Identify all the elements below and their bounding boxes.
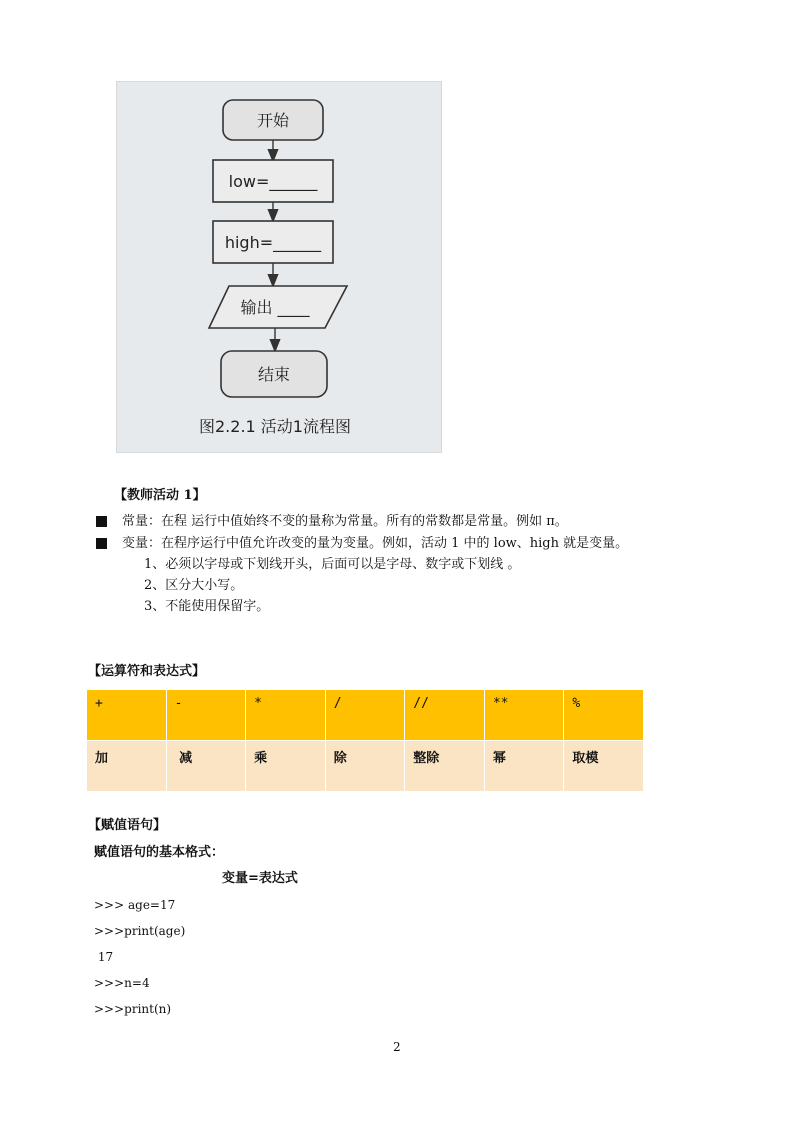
rule-2: 2、区分大小写。: [144, 578, 244, 593]
code-line: >>>print(n): [94, 1002, 172, 1016]
bullet-square: [96, 538, 107, 549]
operator-symbol: -: [166, 690, 246, 741]
operator-name: 减: [166, 741, 246, 792]
rule-1: 1、必须以字母或下划线开头，后面可以是字母、数字或下划线 。: [144, 557, 521, 572]
operator-symbol: /: [325, 690, 405, 741]
flow-high-label: high=______: [224, 233, 322, 252]
operator-symbol: **: [484, 690, 564, 741]
variable-definition: 变量：在程序运行中值允许改变的量为变量。例如，活动 1 中的 low、high 就是变量。: [122, 536, 629, 551]
flow-low-label: low=______: [228, 172, 318, 191]
operators-name-row: [87, 741, 644, 792]
flowchart-image: [116, 81, 442, 453]
code-line: >>>print(age): [94, 924, 186, 938]
operator-name: 取模: [564, 741, 644, 792]
flow-end-label: 结束: [257, 365, 291, 384]
code-line: >>> age=17: [94, 898, 176, 912]
operators-table: [86, 689, 644, 792]
operator-symbol: //: [405, 690, 485, 741]
operator-symbol: %: [564, 690, 644, 741]
rule-3: 3、不能使用保留字。: [144, 599, 270, 614]
operator-name: 整除: [405, 741, 485, 792]
assignment-format: 变量=表达式: [222, 871, 298, 886]
assignment-heading: 【赋值语句】: [88, 818, 167, 833]
flowchart-diagram: [117, 82, 441, 452]
operator-name: 乘: [246, 741, 326, 792]
operator-symbol: *: [246, 690, 326, 741]
assignment-format-label: 赋值语句的基本格式：: [94, 845, 225, 860]
code-line: 17: [94, 950, 114, 964]
constant-definition: 常量：在程 运行中值始终不变的量称为常量。所有的常数都是常量。例如 π。: [122, 514, 568, 529]
operator-symbol: +: [87, 690, 167, 741]
operator-name: 加: [87, 741, 167, 792]
operator-name: 幂: [484, 741, 564, 792]
operators-symbol-row: [87, 690, 644, 741]
flowchart-caption: 图2.2.1 活动1流程图: [199, 417, 351, 436]
code-line: >>>n=4: [94, 976, 150, 990]
operator-name: 除: [325, 741, 405, 792]
flow-output-label: 输出 ____: [240, 298, 310, 317]
bullet-square: [96, 516, 107, 527]
operators-heading: 【运算符和表达式】: [88, 664, 206, 679]
flow-start-label: 开始: [256, 111, 290, 130]
page-number: 2: [393, 1040, 401, 1054]
teacher-activity-heading: 【教师活动 1】: [114, 488, 206, 503]
